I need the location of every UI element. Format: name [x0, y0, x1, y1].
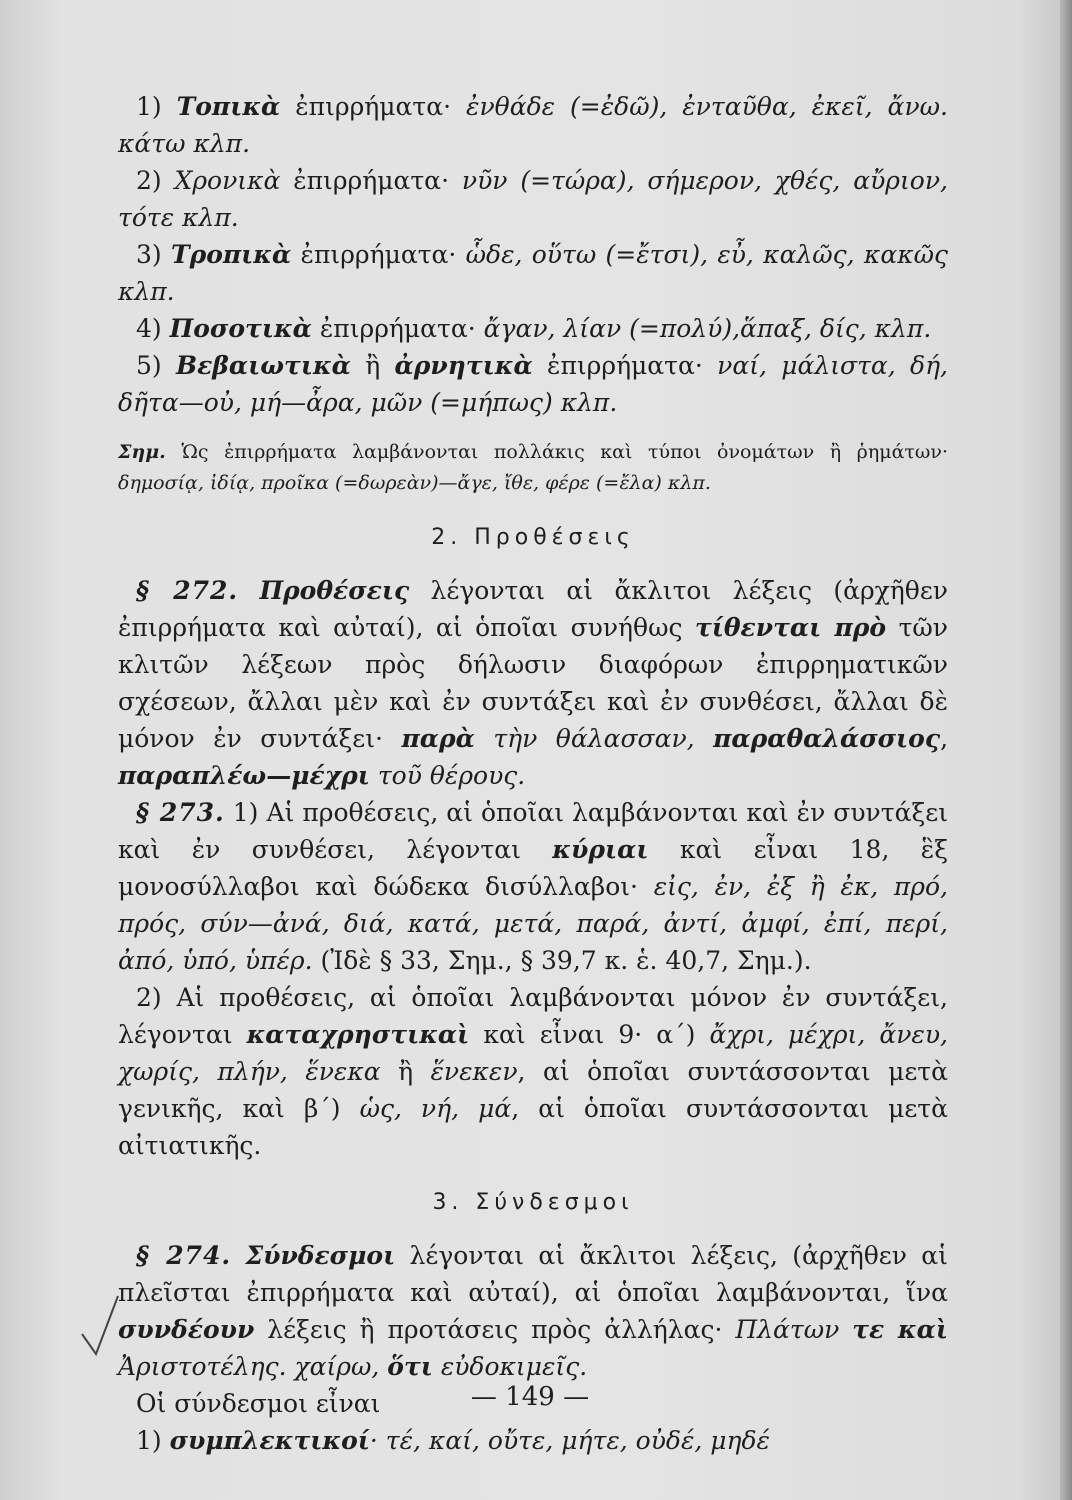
keyword: Ποσοτικὰ [169, 314, 312, 343]
reference: (Ἰδὲ § 33, Σημ., § 39,7 κ. ἑ. 40,7, Σημ.). [312, 946, 812, 975]
keyword: τίθενται πρὸ [694, 613, 887, 642]
adverb-manner [118, 236, 948, 310]
keyword: Τροπικὰ [170, 240, 292, 269]
item-number: 3) [136, 240, 162, 269]
examples: ὧδε, οὕτω (=ἔτσι), εὖ, καλῶς, κακῶς κλπ. [118, 240, 948, 306]
conjunction-item-1 [118, 1422, 948, 1459]
keyword: Βεβαιωτικὰ [175, 351, 351, 380]
text: ἢ [350, 351, 395, 380]
note-label: Σημ. [118, 441, 166, 463]
keyword: Σύνδεσμοι [245, 1241, 396, 1270]
text: τῶν κλιτῶν λέξεων πρὸς δήλωσιν διαφόρων ἐπιρρηματικῶν σχέσεων, ἄλλαι μὲν καὶ ἐν συντάξει καὶ ἐν συνθέσει, ἄλλαι δὲ μόνον ἐν συντάξει· [118, 613, 948, 753]
keyword: συμπλεκτικοί [169, 1426, 370, 1455]
section-number: § 274. [136, 1241, 232, 1270]
examples: ναί, μάλιστα, δή, δῆτα—οὐ, μή—ἆρα, μῶν (=μήπως) κλπ. [118, 351, 948, 417]
examples: ἄγαν, λίαν (=πολύ),ἅπαξ, δίς, κλπ. [483, 314, 932, 343]
section-number: § 273. [136, 798, 225, 827]
keyword: συνδέουν [118, 1315, 255, 1344]
example: τε καὶ [852, 1315, 949, 1344]
keyword: Προθέσεις [259, 576, 410, 605]
text: ἐπιρρήματα· [280, 166, 462, 195]
page-edge [1060, 0, 1072, 1500]
text: καὶ εἶναι 9· α΄) [469, 1020, 710, 1049]
text: καὶ εἶναι 18, ἓξ μονοσύλλαβοι καὶ δώδεκα δισύλλαβοι· [118, 835, 948, 901]
example: παραπλέω—μέχρι [118, 761, 370, 790]
examples: ὡς, νή, μά [359, 1094, 512, 1123]
text: ἐπιρρήματα· [291, 240, 466, 269]
example: εὐδοκιμεῖς. [432, 1352, 588, 1381]
keyword: Χρονικὰ [174, 166, 281, 195]
page-number: — 149 — [470, 1382, 590, 1412]
text: , αἱ ὁποῖαι συντάσσονται μετὰ αἰτιατικῆς. [118, 1094, 948, 1160]
keyword: ἀρνητικὰ [394, 351, 533, 380]
text: λέγονται αἱ ἄκλιτοι λέξεις (ἀρχῆθεν ἐπιρρήματα καὶ αὐταί), αἱ ὁποῖαι συνήθως [118, 576, 948, 642]
section-number: § 272. [136, 576, 239, 605]
list-intro: Οἱ σύνδεσμοι εἶναι [136, 1389, 381, 1418]
text: 2) Αἱ προθέσεις, αἱ ὁποῖαι λαμβάνονται μόνον ἐν συντάξει, λέγονται [118, 983, 948, 1049]
examples: · τέ, καί, οὔτε, μήτε, οὐδέ, μηδέ [369, 1426, 770, 1455]
item-number: 1) [136, 92, 162, 121]
examples: εἰς, ἐν, ἐξ ἢ ἐκ, πρό, πρός, σύν—ἀνά, διά, κατά, μετά, παρά, ἀντί, ἀμφί, ἐπί, περί, ἀπό, ὑπό, ὑπέρ. [118, 872, 948, 975]
text: λέξεις ἢ προτάσεις πρὸς ἀλλήλας· [254, 1315, 736, 1344]
item-number: 4) [136, 314, 162, 343]
paragraph-273 [118, 794, 948, 979]
text: , [940, 724, 949, 753]
item-number: 2) [136, 166, 162, 195]
examples: ἐνθάδε (=ἐδῶ), ἐνταῦθα, ἐκεῖ, ἄνω. κάτω κλπ. [118, 92, 948, 158]
note [118, 437, 948, 499]
examples: νῦν (=τώρα), σήμερον, χθές, αὔριον, τότε κλπ. [118, 166, 948, 232]
text: 1) Αἱ προθέσεις, αἱ ὁποῖαι λαμβάνονται καὶ ἐν συντάξει καὶ ἐν συνθέσει, λέγονται [118, 798, 948, 864]
section-heading-conjunctions: 3. Σύνδεσμοι [432, 1190, 634, 1215]
example: παρὰ [401, 724, 475, 753]
paragraph-272 [118, 572, 948, 794]
text: , αἱ ὁποῖαι συντάσσονται μετὰ γενικῆς, καὶ β΄) [118, 1057, 948, 1123]
item-number: 5) [136, 351, 162, 380]
example: τοῦ θέρους. [369, 761, 526, 790]
example: τὴν θάλασσαν, [474, 724, 714, 753]
text: ἐπιρρήματα· [311, 314, 484, 343]
paragraph-273-2 [118, 979, 948, 1164]
note-examples: δημοσίᾳ, ἰδίᾳ, προῖκα (=δωρεὰν)—ἄγε, ἴθε, φέρε (=ἔλα) κλπ. [118, 472, 711, 494]
handwritten-check-mark [78, 1292, 120, 1362]
example: Ἀριστοτέλης. χαίρω, [118, 1352, 388, 1381]
note-text: Ὡς ἐπιρρήματα λαμβάνονται πολλάκις καὶ τύποι ὀνομάτων ἢ ῥημάτων· [165, 441, 948, 463]
item-number: 1) [136, 1426, 170, 1455]
keyword: Τοπικὰ [176, 92, 281, 121]
examples: ἄχρι, μέχρι, ἄνευ, χωρίς, πλήν, ἕνεκα [118, 1020, 948, 1086]
examples: ἕνεκεν [430, 1057, 518, 1086]
example: ὅτι [387, 1352, 433, 1381]
text: λέγονται αἱ ἄκλιτοι λέξεις, (ἀρχῆθεν αἱ πλεῖσται ἐπιρρήματα καὶ αὐταί), αἱ ὁποῖαι λαμβάνονται, ἵνα [118, 1241, 948, 1307]
keyword: κύριαι [552, 835, 649, 864]
adverb-local [118, 88, 948, 162]
adverb-quantity [118, 310, 948, 347]
page-text [118, 88, 948, 1459]
text: ἐπιρρήματα· [532, 351, 718, 380]
keyword: καταχρηστικαὶ [246, 1020, 470, 1049]
text: ἢ [380, 1057, 431, 1086]
adverb-temporal [118, 162, 948, 236]
paragraph-274 [118, 1237, 948, 1385]
example: παραθαλάσσιος [713, 724, 941, 753]
example: Πλάτων [735, 1315, 853, 1344]
adverb-affirmative [118, 347, 948, 421]
section-heading-prepositions: 2. Προθέσεις [431, 525, 635, 550]
text: ἐπιρρήματα· [280, 92, 467, 121]
